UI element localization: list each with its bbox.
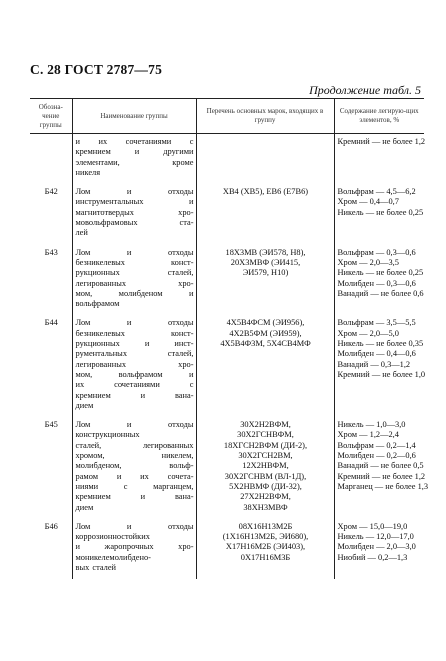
group-name-line: кремнием и другими bbox=[75, 147, 194, 157]
table-row bbox=[30, 315, 424, 417]
group-name-line: Лом и отходы bbox=[75, 187, 194, 197]
header-code: Обозна-чение группы bbox=[30, 99, 72, 134]
grade-line: 18Х3МВ (ЭИ578, Н8), bbox=[225, 247, 306, 257]
grade-line: 18ХГСН2ВФМ (ДИ-2), bbox=[223, 440, 308, 450]
alloy-content-line: Ванадий — не более 0,6 bbox=[337, 288, 424, 298]
table-header-row bbox=[30, 99, 424, 134]
table-body bbox=[30, 134, 429, 580]
group-name-line: рументальных сталей, bbox=[75, 349, 194, 359]
header-name: Наименование группы bbox=[72, 99, 196, 134]
alloy-content-line: Ванадий — 0,3—1,2 bbox=[337, 359, 411, 369]
group-name-line: легированных хро- bbox=[75, 278, 194, 288]
grade-list bbox=[196, 417, 334, 519]
group-name-line: лей bbox=[75, 228, 88, 238]
group-name-line: конструкционных bbox=[75, 430, 140, 440]
group-name bbox=[72, 519, 196, 579]
alloy-content-line: Ниобий — 0,2—1,3 bbox=[337, 552, 408, 562]
group-name-line: рамом и их сочета- bbox=[75, 471, 194, 481]
grade-line: 27Х2Н2ВФМ, bbox=[240, 492, 291, 502]
alloy-content bbox=[334, 315, 424, 417]
grade-line: (1Х16Н13М2Б, ЭИ680), bbox=[222, 532, 309, 542]
group-name-line: мовольфрамовых ста- bbox=[75, 218, 194, 228]
alloy-content-line: Кремний — не более 1,0 bbox=[337, 369, 426, 379]
group-code: Б46 bbox=[44, 521, 58, 531]
group-code: Б44 bbox=[44, 318, 58, 328]
group-name-line: магнитотвердых хро- bbox=[75, 207, 194, 217]
group-name-line: их сочетаниями с bbox=[75, 380, 194, 390]
alloy-groups-table bbox=[30, 98, 429, 579]
group-name-line: дием bbox=[75, 502, 94, 512]
group-name-line: дием bbox=[75, 400, 94, 410]
alloy-content-line: Хром — 2,0—5,0 bbox=[337, 328, 399, 338]
alloy-content-line: Молибден — 0,4—0,6 bbox=[337, 349, 416, 359]
header-marks: Перечень основных марок, входящих в группу bbox=[196, 99, 334, 134]
header-content: Содержание легирую-щих элементов, % bbox=[334, 99, 424, 134]
grade-list bbox=[196, 519, 334, 579]
group-name bbox=[72, 184, 196, 244]
grade-line: 30Х2ГСНВМ (ВЛ-1Д), bbox=[224, 471, 307, 481]
alloy-content-line: Вольфрам — 0,3—0,6 bbox=[337, 247, 416, 257]
grade-line: 38ХН3МВФ bbox=[243, 502, 288, 512]
group-name-line: безникелевых конст- bbox=[75, 328, 194, 338]
group-name-line: элементами, кроме bbox=[75, 157, 194, 167]
alloy-content-line: Никель — не более 0,35 bbox=[337, 339, 424, 349]
alloy-content bbox=[334, 417, 429, 519]
group-code bbox=[30, 134, 72, 185]
alloy-content-line: Хром — 1,2—2,4 bbox=[337, 430, 399, 440]
alloy-content bbox=[334, 519, 424, 579]
grade-line: 08Х16Н13М2Б bbox=[238, 521, 293, 531]
alloy-content-line: Хром — 0,4—0,7 bbox=[337, 197, 399, 207]
grade-line: 4Х5В4ФСМ (ЭИ956), bbox=[226, 318, 305, 328]
grade-line: 0Х17Н16М3Б bbox=[240, 552, 291, 562]
group-name-line: вольфрамом bbox=[75, 299, 120, 309]
group-name-line: Лом и отходы bbox=[75, 420, 194, 430]
group-name-line: рукционных сталей, bbox=[75, 268, 194, 278]
group-name-line: Лом и отходы bbox=[75, 521, 194, 531]
group-name-line: кремнием и вана- bbox=[75, 492, 194, 502]
alloy-content-line: Вольфрам — 3,5—5,5 bbox=[337, 318, 416, 328]
group-name bbox=[72, 315, 196, 417]
group-name-line: сталей, легированных bbox=[75, 440, 194, 450]
group-name-line: вых сталей bbox=[75, 562, 117, 572]
group-name-line: Лом и отходы bbox=[75, 247, 194, 257]
alloy-content bbox=[334, 245, 424, 316]
group-name-line: безникелевых конст- bbox=[75, 257, 194, 267]
group-name-line: кремнием и вана- bbox=[75, 390, 194, 400]
group-name-line: мом, вольфрамом и bbox=[75, 369, 194, 379]
alloy-content-line: Молибден — 0,2—0,6 bbox=[337, 451, 416, 461]
alloy-content-line: Кремний — не более 1,2 bbox=[337, 137, 426, 146]
group-name bbox=[72, 134, 196, 185]
table-row bbox=[30, 184, 424, 244]
grade-line: 12Х2НВФМ, bbox=[242, 461, 289, 471]
alloy-content-line: Кремний — не более 1,2 bbox=[337, 471, 426, 481]
table-continuation-caption: Продолжение табл. 5 bbox=[309, 83, 421, 97]
alloy-content-line: Молибден — 0,3—0,6 bbox=[337, 278, 416, 288]
alloy-content-line: Марганец — не более 1,3 bbox=[337, 481, 429, 491]
alloy-content-line: Молибден — 2,0—3,0 bbox=[337, 542, 416, 552]
grade-list bbox=[196, 315, 334, 417]
group-name-line: Лом и отходы bbox=[75, 318, 194, 328]
alloy-content-line: Никель — не более 0,25 bbox=[337, 207, 424, 217]
group-name-line: ниями с марганцем, bbox=[75, 481, 194, 491]
grade-line: Х17Н16М2Б (ЭИ403), bbox=[225, 542, 306, 552]
grade-line: 4Х5В4Ф3М, 5Х4СВ4МФ bbox=[220, 339, 311, 349]
group-name-line: молибденом, вольф- bbox=[75, 461, 194, 471]
group-code: Б45 bbox=[44, 420, 58, 430]
grade-line: 4Х2В5ФМ (ЭИ959), bbox=[229, 328, 302, 338]
group-name-line: моникелемолибдено- bbox=[75, 552, 151, 562]
alloy-content-line: Никель — 1,0—3,0 bbox=[337, 420, 406, 430]
grade-line: 20Х3МВФ (ЭИ415, bbox=[230, 257, 301, 267]
table-row bbox=[30, 134, 424, 185]
group-name-line: и их сочетаниями с bbox=[75, 137, 194, 146]
grade-line: 30Х2Н2ВФМ, bbox=[240, 420, 291, 430]
grade-line: ЭИ579, Н10) bbox=[242, 268, 289, 278]
alloy-content-line: Вольфрам — 4,5—6,2 bbox=[337, 187, 416, 197]
alloy-content-line: Никель — 12,0—17,0 bbox=[337, 532, 414, 542]
alloy-content-line: Ванадий — не более 0,5 bbox=[337, 461, 424, 471]
group-name bbox=[72, 245, 196, 316]
group-code: Б42 bbox=[44, 187, 58, 197]
group-name-line: хромом, никелем, bbox=[75, 451, 194, 461]
grade-line: 30Х2ГСН2ВМ, bbox=[238, 451, 293, 461]
table-row bbox=[30, 519, 424, 579]
grade-list bbox=[196, 134, 334, 185]
page-header: С. 28 ГОСТ 2787—75 bbox=[30, 62, 163, 77]
grade-line: 30Х2ГСНВФМ, bbox=[237, 430, 294, 440]
group-name-line: инструментальных и bbox=[75, 197, 194, 207]
group-code: Б43 bbox=[44, 247, 58, 257]
group-name-line: мом, молибденом и bbox=[75, 288, 194, 298]
table-row bbox=[30, 417, 424, 519]
grade-line: 5Х2НВМФ (ДИ-32), bbox=[229, 481, 302, 491]
group-name-line: никеля bbox=[75, 167, 101, 177]
table-row bbox=[30, 245, 424, 316]
grade-list bbox=[196, 245, 334, 316]
group-name-line: и жаропрочных хро- bbox=[75, 542, 194, 552]
grade-line: ХВ4 (ХВ5), ЕВ6 (Е7В6) bbox=[222, 187, 309, 197]
alloy-content-line: Хром — 2,0—3,5 bbox=[337, 257, 399, 267]
group-name-line: легированных хро- bbox=[75, 359, 194, 369]
grade-list bbox=[196, 184, 334, 244]
alloy-content-line: Никель — не более 0,25 bbox=[337, 268, 424, 278]
alloy-content-line: Хром — 15,0—19,0 bbox=[337, 521, 408, 531]
alloy-content bbox=[334, 184, 424, 244]
alloy-content bbox=[334, 134, 424, 185]
group-name bbox=[72, 417, 196, 519]
alloy-content-line: Вольфрам — 0,2—1,4 bbox=[337, 440, 416, 450]
group-name-line: рукционных и инст- bbox=[75, 339, 194, 349]
group-name-line: коррозионностойких bbox=[75, 532, 150, 542]
